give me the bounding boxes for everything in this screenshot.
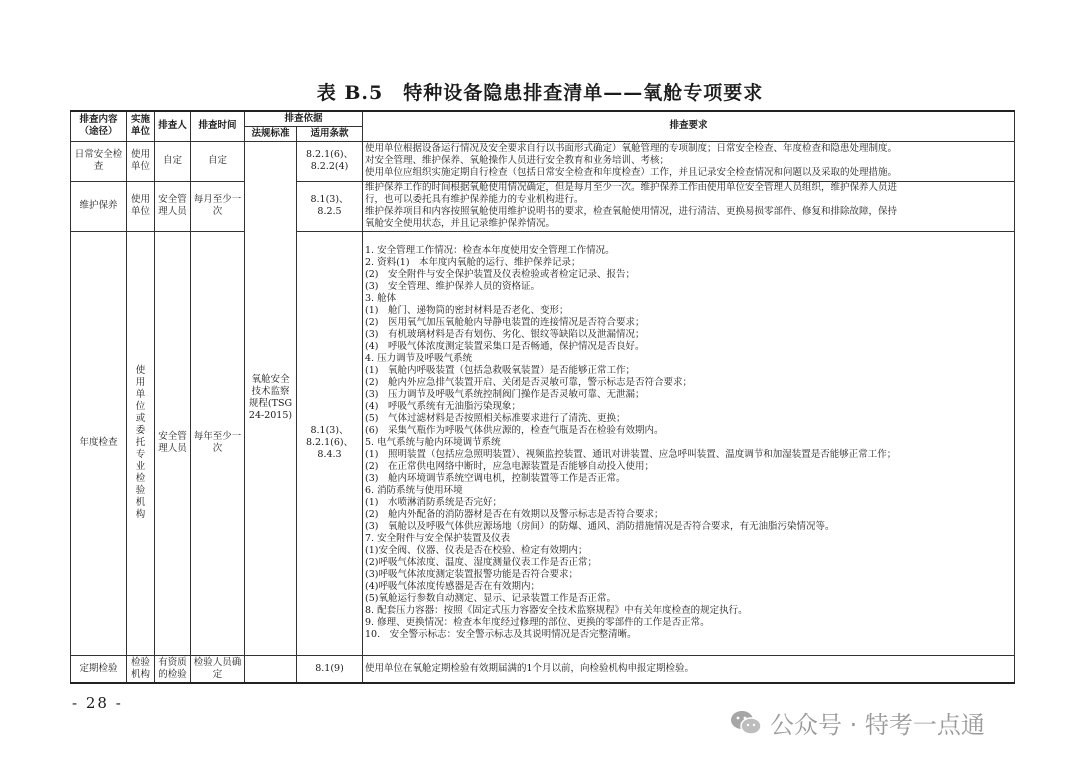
requirement-line: 2. 资料(1) 本年度内氧舱的运行、维护保养记录； (365, 257, 581, 268)
requirement-line: (3) 氧舱以及呼吸气体供应源场地（房间）的防爆、通风、消防措施情况是否符合要求，有无油脂污染情况等。 (365, 521, 835, 532)
requirement-line: (4) 呼吸气体浓度测定装置采集口是否畅通，保护情况是否良好。 (365, 341, 645, 352)
requirement-line: (1) 照明装置（包括应急照明装置）、视频监控装置、通讯对讲装置、应急呼叫装置、温度调节和加湿装置是否能够正常工作； (365, 449, 897, 460)
header-basis: 排查依据 (245, 111, 363, 126)
header-unit: 实施单位 (127, 111, 155, 141)
requirement-line: 氧舱安全使用状态，并且记录维护保养情况。 (365, 218, 556, 229)
table-row (71, 231, 1015, 655)
wechat-icon (730, 709, 762, 737)
unit-char: 托 (135, 437, 146, 448)
unit-char: 或 (135, 413, 146, 424)
unit-char: 验 (135, 485, 146, 496)
requirement-line: 4. 压力调节及呼吸气系统 (365, 353, 473, 364)
requirement-line: (3) 舱内环境调节系统空调电机，控制装置等工作是否正常。 (365, 473, 626, 484)
requirement-line: 维护保养项目和内容按照氧舱使用维护说明书的要求，检查氧舱使用情况，进行清洁、更换易损零部件、修复和排除故障，保持 (365, 206, 898, 217)
row-time: 每年至少一次 (191, 231, 245, 655)
row-person: 安全管理人员 (155, 181, 191, 231)
requirement-line: 使用单位根据设备运行情况及安全要求自行以书面形式确定）氧舱管理的专项制度；日常安全检查、年度检查和隐患处理制度。 (365, 143, 898, 154)
requirement-line: (2) 在正常供电网络中断时，应急电源装置是否能够自动投入使用； (365, 461, 654, 472)
requirement-line: (2)呼吸气体浓度、温度、湿度测量仪表工作是否正常； (365, 557, 597, 568)
requirement-line: (1) 水喷淋消防系统是否完好； (365, 497, 502, 508)
table-row (71, 181, 1015, 231)
row-person: 有资质的检验 (155, 655, 191, 683)
row-standard: 氧舱安全技术监察规程(TSG 24-2015) (245, 141, 297, 655)
checklist-table (70, 110, 1015, 684)
requirement-line: 使用单位应组织实施定期自行检查（包括日常安全检查和年度检查）工作，并且记录安全检查情况和问题以及采取的处理措施。 (365, 167, 898, 178)
row-clause: 8.1(3)、8.2.1(6)、8.4.3 (297, 231, 363, 655)
row-unit (127, 231, 155, 655)
requirement-line: 行，也可以委托具有维护保养能力的专业机构进行。 (365, 194, 584, 205)
row-item: 维护保养 (71, 181, 127, 231)
row-time: 自定 (191, 141, 245, 181)
row-item: 日常安全检查 (71, 141, 127, 181)
unit-char: 专 (135, 449, 146, 460)
watermark-text: 公众号 · 特考一点通 (770, 711, 985, 739)
requirement-line: (5) 气体过滤材料是否按照相关标准要求进行了清洗、更换； (365, 413, 626, 424)
requirement-line: (3) 有机玻璃材料是否有划伤、劣化、银纹等缺陷以及泄漏情况； (365, 329, 645, 340)
requirement-line: 8. 配套压力容器：按照《固定式压力容器安全技术监察规程》中有关年度检查的规定执行。 (365, 605, 748, 616)
requirement-line: (2) 舱内外配备的消防器材是否在有效期以及警示标志是否符合要求； (365, 509, 664, 520)
row-time: 检验人员确定 (191, 655, 245, 683)
requirement-line: 10. 安全警示标志：安全警示标志及其说明情况是否完整清晰。 (365, 629, 637, 640)
requirement-line: (2) 医用氧气加压氧舱舱内导静电装置的连接情况是否符合要求； (365, 317, 645, 328)
unit-char: 单 (135, 389, 146, 400)
header-clause: 适用条款 (297, 126, 363, 141)
row-unit: 检验机构 (127, 655, 155, 683)
row-clause: 8.1(9) (297, 655, 363, 683)
page-number: - 28 - (72, 694, 123, 712)
requirement-line: (2) 舱内外应急排气装置开启、关闭是否灵敏可靠，警示标志是否符合要求； (365, 377, 692, 388)
requirement-line: (4) 呼吸气系统有无油脂污染现象； (365, 401, 521, 412)
page-title: 表 B.5 特种设备隐患排查清单——氧舱专项要求 (316, 82, 764, 104)
row-clause: 8.1(3)、8.2.5 (297, 181, 363, 231)
requirement-line: (2) 安全附件与安全保护装置及仪表检验或者检定记录、报告； (365, 269, 635, 280)
row-requirements (363, 141, 1015, 181)
row-item: 年度检查 (71, 231, 127, 655)
row-person: 自定 (155, 141, 191, 181)
unit-char: 使 (135, 365, 146, 376)
unit-char: 机 (135, 497, 146, 508)
header-person: 排查人 (155, 111, 191, 141)
requirement-line: 7. 安全附件与安全保护装置及仪表 (365, 533, 511, 544)
row-unit: 使用单位 (127, 181, 155, 231)
requirement-line: 1. 安全管理工作情况：检查本年度使用安全管理工作情况。 (365, 245, 615, 256)
requirement-line: 3. 舱体 (365, 293, 397, 304)
row-requirements (363, 181, 1015, 231)
row-unit: 使用单位 (127, 141, 155, 181)
requirement-line: (4)呼吸气体浓度传感器是否在有效期内； (365, 581, 540, 592)
requirement-line: (1)安全阀、仪器、仪表是否在校验、检定有效期内； (365, 545, 588, 556)
watermark (730, 705, 985, 740)
requirement-line: (1) 氧舱内呼吸装置（包括急救吸氧装置）是否能够正常工作； (365, 365, 635, 376)
unit-char: 委 (135, 425, 146, 436)
requirement-line: 9. 修理、更换情况：检查本年度经过修理的部位、更换的零部件的工作是否正常。 (365, 617, 710, 628)
row-item: 定期检验 (71, 655, 127, 683)
requirement-line: (3) 安全管理、维护保养人员的资格证。 (365, 281, 540, 292)
table-row (71, 141, 1015, 181)
row-person: 安全管理人员 (155, 231, 191, 655)
requirement-line: (3)呼吸气体浓度测定装置报警功能是否符合要求； (365, 569, 578, 580)
table-row (71, 655, 1015, 683)
row-requirements (363, 231, 1015, 655)
requirement-line: (1) 舱门、递物筒的密封材料是否老化、变形； (365, 305, 569, 316)
requirement-line: 使用单位在氧舱定期检验有效期届满的1个月以前，向检验机构申报定期检验。 (365, 662, 695, 674)
unit-char: 用 (135, 377, 146, 388)
requirement-line: 对安全管理、维护保养、氧舱操作人员进行安全教育和业务培训、考核； (365, 155, 670, 166)
header-time: 排查时间 (191, 111, 245, 141)
header-standard: 法规标准 (245, 126, 297, 141)
unit-char: 业 (135, 461, 146, 472)
unit-char: 位 (135, 401, 146, 412)
requirement-line: 5. 电气系统与舱内环境调节系统 (365, 437, 501, 448)
row-clause: 8.2.1(6)、8.2.2(4) (297, 141, 363, 181)
header-req: 排查要求 (363, 111, 1015, 141)
requirement-line: 6. 消防系统与使用环境 (365, 485, 463, 496)
row-time: 每月至少一次 (191, 181, 245, 231)
requirement-line: (6) 采集气瓶作为呼吸气体供应源的，检查气瓶是否在检验有效期内。 (365, 425, 664, 436)
row-requirements (363, 655, 1015, 683)
header-item: 排查内容（途径） (71, 111, 127, 141)
requirement-line: (3) 压力调节及呼吸气系统控制阀门操作是否灵敏可靠、无泄漏； (365, 389, 645, 400)
requirement-line: 维护保养工作的时间根据氧舱使用情况确定，但是每月至少一次。维护保养工作由使用单位安全管理人员组织，维护保养人员进 (365, 182, 898, 193)
unit-char: 构 (135, 509, 146, 520)
unit-char: 检 (135, 473, 146, 484)
requirement-line: (5)氧舱运行参数自动测定、显示、记录装置工作是否正常。 (365, 593, 616, 604)
